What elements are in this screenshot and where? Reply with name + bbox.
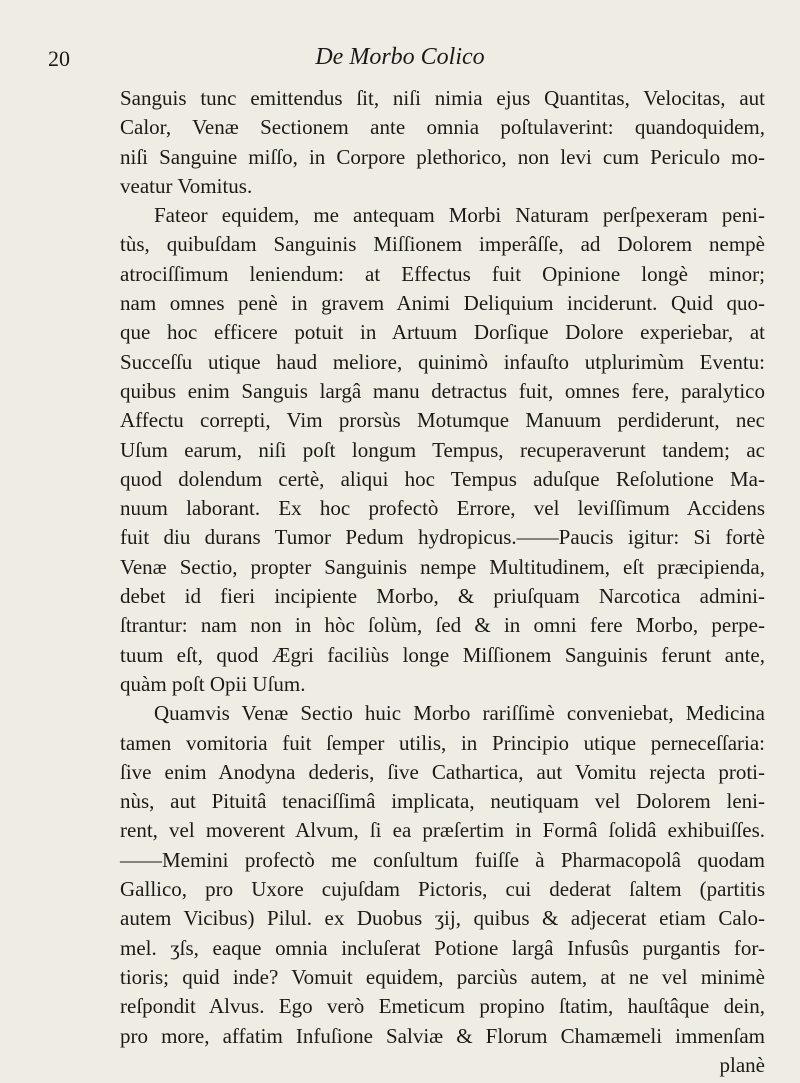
text-line: que hoc efficere potuit in Artuum Dorſique Dolore experiebar, at xyxy=(120,320,765,345)
text-line: quod dolendum certè, aliqui hoc Tempus aduſque Reſolutione Ma- xyxy=(120,466,765,491)
page-header xyxy=(0,40,800,80)
running-title: De Morbo Colico xyxy=(315,44,485,70)
text-line: Succeſſu utique haud meliore, quinimò infauſto utplurimùm Eventu: xyxy=(120,349,765,374)
text-line: Venæ Sectio, propter Sanguinis nempe Multitudinem, eſt præcipienda, xyxy=(120,554,765,579)
text-line: veatur Vomitus. xyxy=(120,173,253,198)
text-line: Fateor equidem, me antequam Morbi Naturam perſpexeram peni- xyxy=(154,203,765,228)
text-line: autem Vicibus) Pilul. ex Duobus ʒij, quibus & adjecerat etiam Calo- xyxy=(120,906,765,931)
text-line: nam omnes penè in gravem Animi Deliquium inciderunt. Quid quo- xyxy=(120,291,765,316)
text-line: quàm poſt Opii Uſum. xyxy=(120,671,306,696)
text-line: nuum laborant. Ex hoc profectò Errore, vel leviſſimum Accidens xyxy=(120,496,765,521)
text-line: Gallico, pro Uxore cujuſdam Pictoris, cui dederat ſaltem (partitis xyxy=(120,877,765,902)
text-line: Quamvis Venæ Sectio huic Morbo rariſſimè conveniebat, Medicina xyxy=(154,701,765,726)
text-line: quibus enim Sanguis largâ manu detractus fuit, omnes fere, paralytico xyxy=(120,378,765,403)
text-line: ſive enim Anodyna dederis, ſive Cathartica, aut Vomitu rejecta proti- xyxy=(120,759,765,784)
text-line: Calor, Venæ Sectionem ante omnia poſtulaverint: quandoquidem, xyxy=(120,115,765,140)
text-line: pro more, affatim Infuſione Salviæ & Florum Chamæmeli immenſam xyxy=(120,1023,765,1048)
text-line: ſtrantur: nam non in hòc ſolùm, ſed & in omni fere Morbo, perpe- xyxy=(120,613,765,638)
text-line: tùs, quibuſdam Sanguinis Miſſionem imperâſſe, ad Dolorem nempè xyxy=(120,232,765,257)
catchword: planè xyxy=(719,1052,765,1077)
text-line: rent, vel moverent Alvum, ſi ea præſertim in Formâ ſolidâ exhibuiſſes. xyxy=(120,818,765,843)
text-line: atrociſſimum leniendum: at Effectus fuit Opinione longè minor; xyxy=(120,261,765,286)
text-line: nùs, aut Pituitâ tenaciſſimâ implicata, neutiquam vel Dolorem leni- xyxy=(120,789,765,814)
text-line: Uſum earum, niſi poſt longum Tempus, recuperaverunt tandem; ac xyxy=(120,437,765,462)
text-line: mel. ʒſs, eaque omnia incluſerat Potione largâ Infusûs purgantis for- xyxy=(120,935,765,960)
text-line: debet id fieri incipiente Morbo, & priuſquam Narcotica admini- xyxy=(120,584,765,609)
text-line: tamen vomitoria fuit ſemper utilis, in Principio utique perneceſſaria: xyxy=(120,730,765,755)
text-line: fuit diu durans Tumor Pedum hydropicus.——Paucis igitur: Si fortè xyxy=(120,525,765,550)
page-number: 20 xyxy=(48,46,70,71)
text-line: niſi Sanguine miſſo, in Corpore plethorico, non levi cum Periculo mo- xyxy=(120,144,765,169)
text-line: Affectu correpti, Vim prorsùs Motumque Manuum perdiderunt, nec xyxy=(120,408,765,433)
text-line: reſpondit Alvus. Ego verò Emeticum propino ſtatim, hauſtâque dein, xyxy=(120,994,765,1019)
body-text xyxy=(120,84,765,1080)
text-line: ——Memini profectò me conſultum fuiſſe à Pharmacopolâ quodam xyxy=(120,847,765,872)
text-line: tuum eſt, quod Ægri faciliùs longe Miſſionem Sanguinis ferunt ante, xyxy=(120,642,765,667)
text-line: Sanguis tunc emittendus ſit, niſi nimia ejus Quantitas, Velocitas, aut xyxy=(120,86,765,110)
text-line: tioris; quid inde? Vomuit equidem, parciùs autem, at ne vel minimè xyxy=(120,964,765,989)
